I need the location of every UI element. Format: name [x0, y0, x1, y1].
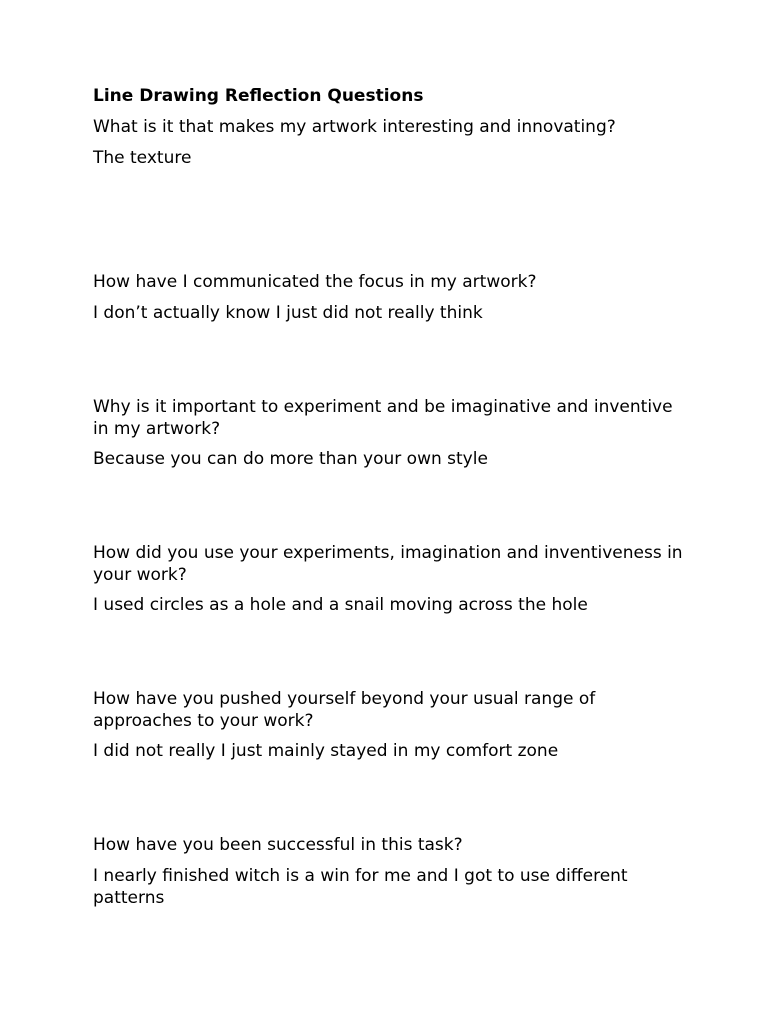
- question-4: How did you use your experiments, imagination and inventiveness in your work?: [93, 543, 683, 585]
- question-6: How have you been successful in this task?: [93, 835, 463, 855]
- question-1: What is it that makes my artwork interesting and innovating?: [93, 117, 616, 137]
- answer-4: I used circles as a hole and a snail moving across the hole: [93, 595, 588, 615]
- document-title: Line Drawing Reflection Questions: [93, 86, 424, 106]
- answer-6: I nearly finished witch is a win for me and I got to use different patterns: [93, 866, 628, 908]
- answer-5: I did not really I just mainly stayed in my comfort zone: [93, 741, 559, 761]
- question-5: How have you pushed yourself beyond your usual range of approaches to your work?: [93, 689, 596, 731]
- question-3: Why is it important to experiment and be imaginative and inventive in my artwork?: [93, 397, 673, 439]
- answer-2: I don’t actually know I just did not really think: [93, 303, 483, 323]
- question-2: How have I communicated the focus in my artwork?: [93, 272, 537, 292]
- answer-1: The texture: [93, 148, 192, 168]
- answer-3: Because you can do more than your own style: [93, 449, 488, 469]
